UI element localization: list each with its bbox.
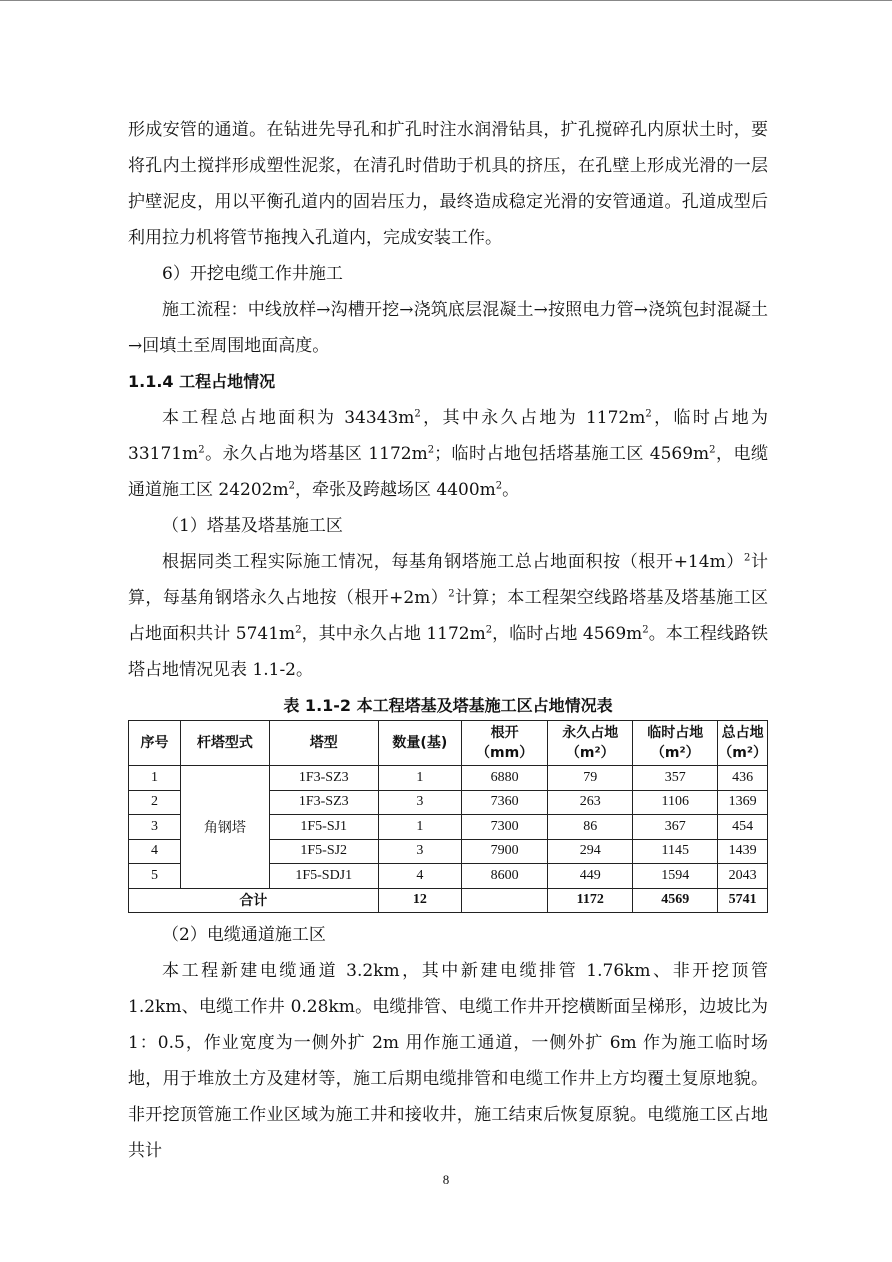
cell-root: 7360 [462, 790, 548, 815]
paragraph-cable-area: 本工程新建电缆通道 3.2km，其中新建电缆排管 1.76km、非开挖顶管 1.2km、电缆工作井 0.28km。电缆排管、电缆工作井开挖横断面呈梯形，边坡比为 1：0.5，作业宽度为一侧外扩 2m 用作施工通道，一侧外扩 6m 作为施工临时场地，用于堆放土方及建材等，施工后期电缆排管和电缆工作井上方均覆土复原地貌。非开挖顶管施工作业区域为施工井和接收井，施工结束后恢复原貌。电缆施工区占地共计 [128, 961, 768, 1161]
cell-seq: 3 [129, 815, 181, 840]
table-sum-row [129, 888, 768, 913]
header-root-open: 根开 （mm） [462, 721, 548, 766]
section-title-cable-well: 6）开挖电缆工作井施工 [162, 264, 343, 284]
cell-root: 7300 [462, 815, 548, 840]
top-border-line [0, 0, 892, 1]
cell-count: 1 [378, 815, 461, 840]
table-caption: 表 1.1-2 本工程塔基及塔基施工区占地情况表 [283, 696, 613, 715]
cell-root: 6880 [462, 766, 548, 791]
subsection-cable-area: （2）电缆通道施工区 [162, 925, 326, 945]
header-count: 数量(基) [378, 721, 461, 766]
cell-temp: 367 [633, 815, 718, 840]
page-number: 8 [442, 1172, 450, 1187]
cell-count: 3 [378, 790, 461, 815]
cell-seq: 5 [129, 864, 181, 889]
cell-perm: 79 [548, 766, 633, 791]
document-page [128, 112, 768, 1169]
cell-count: 1 [378, 766, 461, 791]
paragraph-tower-area: 根据同类工程实际施工情况，每基角钢塔施工总占地面积按（根开+14m）$^2$计算，每基角钢塔永久占地按（根开+2m）$^2$计算；本工程架空线路塔基及塔基施工区占地面积共计 $5741m^2$，其中永久占地 $1172m^2$，临时占地 $4569m^2$。本工程线路铁塔占地情况见表 1.1-2。 [128, 552, 769, 680]
header-pole-type: 杆塔型式 [180, 721, 269, 766]
header-temporary: 临时占地 （m²） [633, 721, 718, 766]
cell-seq: 4 [129, 839, 181, 864]
header-seq: 序号 [129, 721, 181, 766]
cell-temp: 1594 [633, 864, 718, 889]
cell-seq: 2 [129, 790, 181, 815]
land-use-table [128, 720, 768, 913]
header-permanent: 永久占地 （m²） [548, 721, 633, 766]
cell-perm: 86 [548, 815, 633, 840]
cell-count: 4 [378, 864, 461, 889]
cell-total: 454 [718, 815, 768, 840]
cell-temp: 1106 [633, 790, 718, 815]
cell-count: 3 [378, 839, 461, 864]
cell-tower: 1F3-SZ3 [269, 766, 378, 791]
cell-tower: 1F3-SZ3 [269, 790, 378, 815]
table-row [129, 766, 768, 791]
header-tower-type: 塔型 [269, 721, 378, 766]
cell-perm: 449 [548, 864, 633, 889]
cell-pole-type: 角钢塔 [180, 766, 269, 889]
cell-sum-count: 12 [378, 888, 461, 913]
cell-perm: 294 [548, 839, 633, 864]
cell-perm: 263 [548, 790, 633, 815]
cell-temp: 357 [633, 766, 718, 791]
cell-sum-temp: 4569 [633, 888, 718, 913]
cell-tower: 1F5-SJ2 [269, 839, 378, 864]
cell-sum-total: 5741 [718, 888, 768, 913]
paragraph-drilling: 形成安管的通道。在钻进先导孔和扩孔时注水润滑钻具，扩孔搅碎孔内原状土时，要将孔内土搅拌形成塑性泥浆，在清孔时借助于机具的挤压，在孔壁上形成光滑的一层护壁泥皮，用以平衡孔道内的固岩压力，最终造成稳定光滑的安管通道。孔道成型后利用拉力机将管节拖拽入孔道内，完成安装工作。 [128, 120, 768, 248]
paragraph-construction-flow: 施工流程：中线放样→沟槽开挖→浇筑底层混凝土→按照电力管→浇筑包封混凝土→回填土至周围地面高度。 [128, 300, 768, 356]
cell-sum-perm: 1172 [548, 888, 633, 913]
cell-sum-label: 合计 [129, 888, 379, 913]
cell-total: 1369 [718, 790, 768, 815]
cell-total: 2043 [718, 864, 768, 889]
cell-total: 1439 [718, 839, 768, 864]
cell-root: 8600 [462, 864, 548, 889]
table-header-row [129, 721, 768, 766]
subsection-tower-area: （1）塔基及塔基施工区 [162, 516, 343, 536]
cell-tower: 1F5-SJ1 [269, 815, 378, 840]
cell-tower: 1F5-SDJ1 [269, 864, 378, 889]
header-total: 总占地 （m²） [718, 721, 768, 766]
cell-root: 7900 [462, 839, 548, 864]
section-heading-land-use: 1.1.4 工程占地情况 [128, 372, 276, 391]
cell-sum-root [462, 888, 548, 913]
cell-total: 436 [718, 766, 768, 791]
cell-seq: 1 [129, 766, 181, 791]
paragraph-land-use-total: 本工程总占地面积为 $34343m^2$，其中永久占地为 $1172m^2$，临时占地为 $33171m^2$。永久占地为塔基区 $1172m^2$；临时占地包括塔基施工区 $4569m^2$，电缆通道施工区 $24202m^2$，牵张及跨越场区 $4400m^2$。 [128, 408, 768, 500]
cell-temp: 1145 [633, 839, 718, 864]
